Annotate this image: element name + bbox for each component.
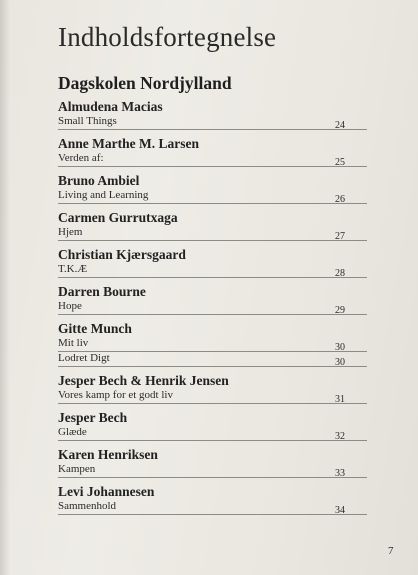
entry-author: Bruno Ambiel [58,173,140,188]
entry-work [58,337,367,352]
entry-page-number: 26 [335,194,345,205]
entry-page-number: 24 [335,120,345,131]
entry-title: Kampen [58,463,96,475]
toc-entry [58,447,367,478]
toc-entry [58,173,367,204]
entry-page-number: 28 [335,268,345,279]
entry-work [58,226,367,241]
toc-entry [58,136,367,167]
entry-author: Gitte Munch [58,321,132,336]
toc-entry [58,210,367,241]
entry-author: Karen Henriksen [58,447,158,462]
entry-title: T.K.Æ [58,263,88,275]
entry-page-number: 30 [335,342,345,353]
entry-author: Jesper Bech [58,410,128,425]
entry-author: Almudena Macias [58,99,163,114]
entry-title: Mit liv [58,337,89,349]
toc-entry [58,484,367,515]
entry-author: Jesper Bech & Henrik Jensen [58,373,229,388]
entry-title: Vores kamp for et godt liv [58,389,173,401]
entry-page-number: 25 [335,157,345,168]
entry-work [58,263,367,278]
entry-page-number: 30 [335,357,345,368]
entry-work [58,500,367,515]
entry-work [58,300,367,315]
page-number: 7 [388,545,394,557]
entry-title: Verden af: [58,152,104,164]
entry-work [58,426,367,441]
entry-page-number: 32 [335,431,345,442]
entry-page-number: 27 [335,231,345,242]
entry-author: Darren Bourne [58,284,146,299]
entry-title: Glæde [58,426,87,438]
entry-author: Levi Johannesen [58,484,155,499]
entry-title: Lodret Digt [58,352,110,364]
entry-work [58,389,367,404]
entry-title: Hope [58,300,82,312]
entry-page-number: 31 [335,394,345,405]
entry-title: Living and Learning [58,189,149,201]
entry-page-number: 33 [335,468,345,479]
toc-entries [58,99,367,515]
toc-entry [58,410,367,441]
toc-entry [58,99,367,130]
entry-page-number: 34 [335,505,345,516]
entry-work [58,189,367,204]
entry-author: Anne Marthe M. Larsen [58,136,199,151]
entry-work [58,152,367,167]
entry-title: Sammenhold [58,500,117,512]
toc-entry [58,321,367,367]
toc-heading: Indholdsfortegnelse [58,22,277,52]
entry-title: Small Things [58,115,117,127]
toc-entry [58,373,367,404]
entry-work [58,115,367,130]
entry-page-number: 29 [335,305,345,316]
section-title: Dagskolen Nordjylland [58,73,232,93]
entry-work [58,463,367,478]
entry-author: Christian Kjærsgaard [58,247,186,262]
entry-work [58,352,367,367]
toc-entry [58,284,367,315]
entry-author: Carmen Gurrutxaga [58,210,178,225]
entry-title: Hjem [58,226,83,238]
toc-entry [58,247,367,278]
page-shadow [0,0,10,575]
